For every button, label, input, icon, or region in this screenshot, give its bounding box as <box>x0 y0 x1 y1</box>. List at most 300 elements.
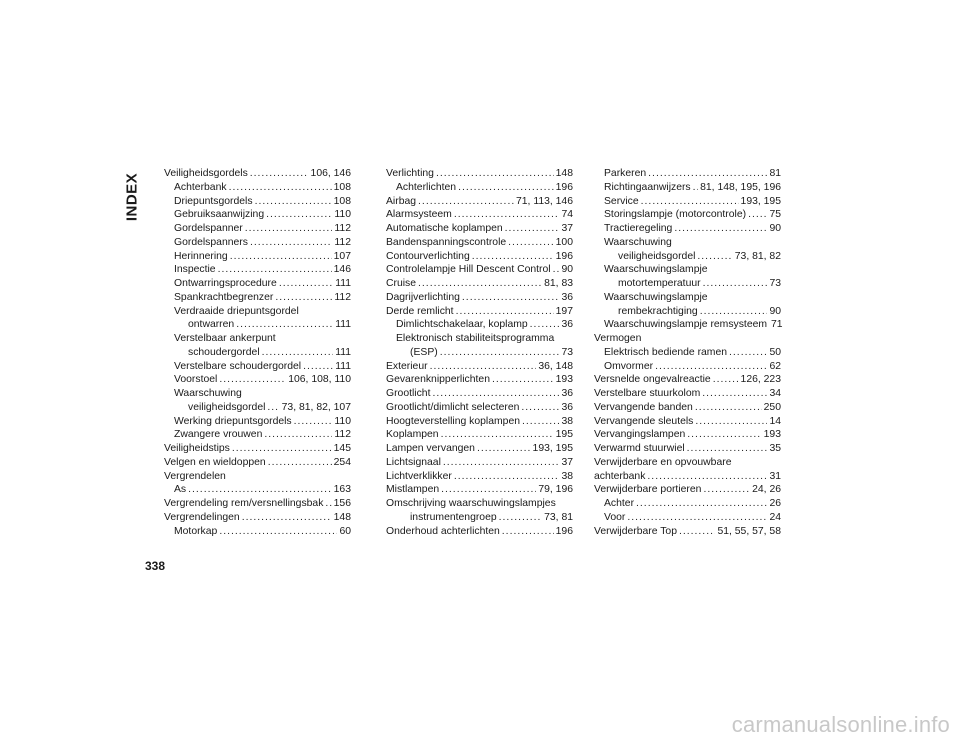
index-entry-leader-dots <box>255 195 332 209</box>
index-entry-leader-dots <box>700 305 768 319</box>
index-entry <box>164 497 351 511</box>
page-number: 338 <box>145 559 166 573</box>
index-entry-term: Elektrisch bediende ramen <box>604 346 728 358</box>
index-entry-leader-dots <box>703 483 750 497</box>
index-entry-term: Service <box>604 195 639 207</box>
index-entry-term: Automatische koplampen <box>386 223 503 234</box>
index-entry <box>164 208 351 222</box>
index-entry-pages: 31 <box>769 470 781 482</box>
index-entry-pages: 106, 146 <box>310 168 351 179</box>
index-entry-leader-dots <box>647 470 767 484</box>
index-entry <box>164 318 351 332</box>
index-entry-term: Dimlichtschakelaar, koplamp <box>396 319 528 331</box>
index-entry <box>164 167 351 181</box>
index-entry <box>594 360 781 374</box>
index-entry <box>164 525 351 539</box>
index-column-3 <box>594 167 781 538</box>
index-entry <box>594 442 781 456</box>
index-entry <box>164 387 351 401</box>
index-entry-pages: 60 <box>339 525 351 537</box>
index-entry <box>386 305 573 319</box>
index-entry-leader-dots <box>430 360 537 374</box>
index-entry-term: Driepuntsgordels <box>174 195 253 207</box>
index-entry-term: ontwarren <box>188 319 235 331</box>
index-entry-leader-dots <box>508 236 553 250</box>
index-entry-pages: 73, 81 <box>544 511 573 523</box>
index-entry-leader-dots <box>502 525 554 539</box>
index-entry-pages: 34 <box>769 388 781 399</box>
index-entry-term: Gevarenknipperlichten <box>386 374 490 386</box>
index-entry-pages: 111 <box>335 278 351 289</box>
index-entry-leader-dots <box>275 291 332 305</box>
index-entry <box>386 401 573 415</box>
index-entry-leader-dots <box>418 277 542 291</box>
index-entry-pages: 145 <box>333 443 351 454</box>
index-entry-pages: 37 <box>561 223 573 234</box>
index-entry-term: motortemperatuur <box>618 278 701 289</box>
index-entry-term: Versnelde ongevalreactie <box>594 374 711 386</box>
index-column-1 <box>164 167 351 538</box>
index-entry-pages: 26 <box>769 498 781 509</box>
index-entry-term: Tractieregeling <box>604 223 673 234</box>
index-entry-term: schoudergordel <box>188 346 260 358</box>
index-entry-pages: 81 <box>769 168 781 179</box>
index-entry-term: Inspectie <box>174 264 216 276</box>
index-entry-leader-dots <box>674 222 767 236</box>
index-entry-term: Verwijderbare en opvouwbare <box>594 456 732 468</box>
index-entry-pages: 108 <box>333 195 351 207</box>
index-entry-pages: 38 <box>561 470 573 482</box>
index-entry-pages: 51, 55, 57, 58 <box>717 525 781 537</box>
index-entry <box>386 415 573 429</box>
index-entry <box>594 332 781 346</box>
index-entry-pages: 196 <box>555 250 573 262</box>
index-entry <box>164 236 351 250</box>
index-entry-pages: 193, 195 <box>740 195 781 207</box>
index-entry-term: Werking driepuntsgordels <box>174 415 292 427</box>
index-entry-leader-dots <box>693 181 698 195</box>
index-entry-leader-dots <box>418 195 514 209</box>
index-entry <box>594 181 781 195</box>
index-entry-term: Vergrendelingen <box>164 511 240 523</box>
index-entry-term: Grootlicht/dimlicht selecteren <box>386 401 520 413</box>
index-side-title-text: INDEX <box>123 172 141 222</box>
index-entry-leader-dots <box>655 360 767 374</box>
index-entry-pages: 81, 83 <box>544 278 573 289</box>
index-entry-term: Waarschuwingslampje <box>604 264 708 276</box>
index-entry <box>386 456 573 470</box>
index-entry <box>386 525 573 539</box>
index-entry-term: Airbag <box>386 195 417 207</box>
index-entry <box>594 483 781 497</box>
index-entry <box>386 442 573 456</box>
index-entry-term: Spankrachtbegrenzer <box>174 291 274 303</box>
index-entry-leader-dots <box>695 401 762 415</box>
index-entry-pages: 197 <box>555 305 573 317</box>
index-entry-pages: 36 <box>561 319 573 331</box>
index-entry <box>164 415 351 429</box>
index-entry-pages: 196 <box>555 525 573 537</box>
index-entry <box>594 525 781 539</box>
index-entry <box>386 208 573 222</box>
index-entry <box>386 250 573 264</box>
index-entry-pages: 74 <box>561 209 573 221</box>
index-entry-leader-dots <box>229 181 332 195</box>
index-entry-leader-dots <box>279 277 333 291</box>
index-entry-pages: 36 <box>561 388 573 399</box>
index-entry-term: Zwangere vrouwen <box>174 429 263 441</box>
index-entry <box>386 373 573 387</box>
index-entry-pages: 90 <box>561 264 573 276</box>
index-entry-pages: 24, 26 <box>752 484 781 496</box>
index-entry-leader-dots <box>695 415 767 429</box>
index-entry-pages: 90 <box>769 305 781 317</box>
index-entry-pages: 75 <box>769 209 781 221</box>
index-entry-term: Motorkap <box>174 525 218 537</box>
index-entry-pages: 163 <box>333 484 351 496</box>
index-entry-leader-dots <box>245 222 333 236</box>
index-entry-leader-dots <box>250 167 309 181</box>
index-entry-leader-dots <box>553 263 560 277</box>
index-entry-term: Derde remlicht <box>386 305 454 317</box>
index-entry-leader-dots <box>703 277 768 291</box>
index-entry-term: Vervangende sleutels <box>594 415 694 427</box>
index-entry-leader-dots <box>458 181 554 195</box>
index-entry-term: veiligheidsgordel <box>188 401 266 413</box>
index-entry <box>386 360 573 374</box>
index-entry-term: Grootlicht <box>386 388 431 399</box>
index-entry-leader-dots <box>713 373 739 387</box>
index-entry-pages: 36 <box>561 291 573 303</box>
index-entry-term: Storingslampje (motorcontrole) <box>604 209 747 221</box>
index-entry-leader-dots <box>454 208 560 222</box>
index-entry <box>594 387 781 401</box>
index-entry-pages: 193 <box>763 429 781 441</box>
index-entry-term: Lampen vervangen <box>386 443 475 454</box>
index-entry-term: Waarschuwingslampje remsysteem <box>604 319 768 331</box>
index-entry <box>386 511 573 525</box>
index-entry <box>594 222 781 236</box>
index-entry-leader-dots <box>236 318 333 332</box>
index-entry-pages: 79, 196 <box>538 484 573 496</box>
index-entry-leader-dots <box>250 236 332 250</box>
index-entry <box>594 373 781 387</box>
index-entry-term: Lichtsignaal <box>386 456 441 468</box>
index-entry-leader-dots <box>441 428 554 442</box>
index-entry <box>594 305 781 319</box>
index-entry-term: Controlelampje Hill Descent Control <box>386 264 551 276</box>
index-entry-term: Koplampen <box>386 429 439 441</box>
index-entry-leader-dots <box>522 415 559 429</box>
index-entry-term: Elektronisch stabiliteitsprogramma <box>396 333 555 344</box>
index-entry-term: Velgen en wieldoppen <box>164 456 266 468</box>
index-entry-pages: 71, 113, 146 <box>515 195 573 207</box>
index-entry-pages: 73 <box>561 346 573 358</box>
index-entry-term: Vervangingslampen <box>594 429 686 441</box>
index-entry-term: Verdraaide driepuntsgordel <box>174 305 299 317</box>
index-entry-term: Vergrendelen <box>164 470 226 482</box>
index-entry-pages: 50 <box>769 346 781 358</box>
index-entry-leader-dots <box>454 470 560 484</box>
index-entry <box>594 263 781 277</box>
index-entry-term: Herinnering <box>174 250 228 262</box>
index-entry-pages: 111 <box>335 346 351 358</box>
index-entry <box>164 456 351 470</box>
index-entry-term: Gebruiksaanwijzing <box>174 209 265 221</box>
index-entry-term: achterbank <box>594 470 646 482</box>
index-entry <box>164 181 351 195</box>
index-entry-term: Vergrendeling rem/versnellingsbak <box>164 498 324 509</box>
index-entry <box>386 181 573 195</box>
index-entry-term: Verstelbare stuurkolom <box>594 388 701 399</box>
index-entry <box>594 236 781 250</box>
index-entry-leader-dots <box>230 250 332 264</box>
index-entry-term: Waarschuwingslampje <box>604 291 708 303</box>
index-entry <box>594 497 781 511</box>
watermark: carmanualsonline.info <box>731 712 950 737</box>
index-entry-leader-dots <box>242 511 332 525</box>
index-entry-leader-dots <box>648 167 767 181</box>
index-entry-pages: 62 <box>769 360 781 372</box>
index-entry <box>386 195 573 209</box>
index-entry-leader-dots <box>440 346 560 360</box>
index-entry-leader-dots <box>441 483 536 497</box>
index-entry-term: veiligheidsgordel <box>618 250 696 262</box>
index-entry <box>386 470 573 484</box>
index-entry <box>164 277 351 291</box>
index-entry-pages: 112 <box>334 291 351 303</box>
index-entry-pages: 24 <box>769 511 781 523</box>
index-entry <box>386 277 573 291</box>
index-entry-pages: 193, 195 <box>532 443 573 454</box>
index-entry-leader-dots <box>443 456 560 470</box>
index-entry-pages: 148 <box>333 511 351 523</box>
index-side-title <box>120 167 144 227</box>
index-entry-term: Verstelbaar ankerpunt <box>174 333 276 344</box>
index-entry <box>594 401 781 415</box>
index-entry-pages: 108 <box>333 181 351 193</box>
index-entry-term: Gordelspanner <box>174 223 243 234</box>
index-entry <box>164 305 351 319</box>
index-entry-pages: 112 <box>334 223 351 234</box>
index-entry <box>164 263 351 277</box>
index-entry-leader-dots <box>294 415 333 429</box>
index-entry-leader-dots <box>530 318 560 332</box>
index-entry-leader-dots <box>268 456 332 470</box>
index-entry-pages: 81, 148, 195, 196 <box>700 181 781 193</box>
index-entry-term: Vermogen <box>594 333 642 344</box>
index-entry-pages: 37 <box>561 456 573 468</box>
index-column-2 <box>386 167 573 538</box>
index-entry <box>386 222 573 236</box>
index-entry-leader-dots <box>627 511 767 525</box>
index-entry-term: Richtingaanwijzers <box>604 181 691 193</box>
index-entry-leader-dots <box>499 511 542 525</box>
index-entry-term: Lichtverklikker <box>386 470 452 482</box>
index-entry-term: Verwijderbare portieren <box>594 484 702 496</box>
index-entry-term: Omvormer <box>604 360 654 372</box>
index-entry <box>386 483 573 497</box>
index-entry <box>164 442 351 456</box>
index-entry-leader-dots <box>436 167 554 181</box>
index-entry <box>594 195 781 209</box>
index-entry-leader-dots <box>219 373 286 387</box>
index-entry <box>386 291 573 305</box>
index-entry-term: Verwarmd stuurwiel <box>594 443 685 454</box>
index-entry-leader-dots <box>687 428 761 442</box>
index-entry-pages: 100 <box>555 236 573 248</box>
index-entry-pages: 36, 148 <box>538 360 573 372</box>
index-entry-pages: 35 <box>769 443 781 454</box>
index-entry-leader-dots <box>472 250 554 264</box>
index-entry <box>164 428 351 442</box>
index-entry-leader-dots <box>219 525 337 539</box>
index-entry <box>594 318 781 332</box>
index-entry-leader-dots <box>462 291 560 305</box>
index-entry <box>164 222 351 236</box>
index-entry <box>594 511 781 525</box>
index-entry-leader-dots <box>505 222 560 236</box>
index-entry-leader-dots <box>702 387 767 401</box>
index-entry-leader-dots <box>521 401 559 415</box>
index-entry-term: Bandenspanningscontrole <box>386 236 507 248</box>
index-entry-pages: 36 <box>561 401 573 413</box>
index-entry-term: Achter <box>604 498 635 509</box>
index-entry <box>164 483 351 497</box>
index-entry-leader-dots <box>697 250 732 264</box>
index-entry-pages: 148 <box>555 168 573 179</box>
index-entry-term: Veiligheidstips <box>164 443 230 454</box>
index-entry-leader-dots <box>729 346 767 360</box>
index-entry-term: Dagrijverlichting <box>386 291 460 303</box>
index-entry-term: Voorstoel <box>174 374 218 386</box>
index-entry-pages: 250 <box>763 401 781 413</box>
index-entry <box>594 250 781 264</box>
index-entry-term: Gordelspanners <box>174 236 248 248</box>
index-entry-term: Voor <box>604 511 626 523</box>
index-entry-term: Hoogteverstelling koplampen <box>386 415 521 427</box>
index-entry <box>594 456 781 470</box>
index-entry-term: instrumentengroep <box>410 511 497 523</box>
index-entry <box>386 428 573 442</box>
index-entry-term: As <box>174 484 187 496</box>
index-entry <box>164 346 351 360</box>
index-entry-pages: 73, 81, 82, 107 <box>281 401 351 413</box>
index-entry-leader-dots <box>477 442 531 456</box>
index-entry <box>594 470 781 484</box>
index-entry <box>164 401 351 415</box>
index-entry-leader-dots <box>232 442 332 456</box>
index-entry-pages: 73, 81, 82 <box>734 250 781 262</box>
index-entry-leader-dots <box>456 305 554 319</box>
index-entry-pages: 193 <box>555 374 573 386</box>
index-entry-leader-dots <box>679 525 715 539</box>
index-entry-term: Omschrijving waarschuwingslampjes <box>386 498 556 509</box>
index-entry-term: Verstelbare schoudergordel <box>174 360 302 372</box>
index-entry-term: Mistlampen <box>386 484 440 496</box>
index-entry <box>164 470 351 484</box>
index-entry-term: rembekrachtiging <box>618 305 698 317</box>
index-entry-pages: 126, 223 <box>740 374 781 386</box>
index-entry-term: Onderhoud achterlichten <box>386 525 500 537</box>
index-entry-term: Exterieur <box>386 360 428 372</box>
index-entry <box>594 277 781 291</box>
index-entry <box>164 332 351 346</box>
index-entry <box>164 373 351 387</box>
index-entry-pages: 254 <box>333 456 351 468</box>
index-entry-pages: 14 <box>769 415 781 427</box>
index-entry-term: Ontwarringsprocedure <box>174 278 277 289</box>
index-entry <box>594 415 781 429</box>
index-entry-leader-dots <box>267 401 279 415</box>
index-entry-term: Vervangende banden <box>594 401 693 413</box>
index-entry-pages: 156 <box>333 498 351 509</box>
index-entry-leader-dots <box>492 373 554 387</box>
index-entry-leader-dots <box>641 195 739 209</box>
index-entry-pages: 90 <box>769 223 781 234</box>
index-entry-pages: 111 <box>335 319 351 331</box>
index-entry-pages: 111 <box>335 360 351 372</box>
index-entry <box>164 250 351 264</box>
index-entry-term: Verlichting <box>386 168 434 179</box>
index-entry-term: Alarmsysteem <box>386 209 452 221</box>
index-entry-leader-dots <box>264 428 332 442</box>
index-entry-pages: 38 <box>561 415 573 427</box>
index-entry-leader-dots <box>748 208 767 222</box>
index-entry <box>594 208 781 222</box>
index-entry <box>386 346 573 360</box>
index-entry <box>594 167 781 181</box>
index-entry-leader-dots <box>262 346 334 360</box>
index-entry <box>164 291 351 305</box>
index-entry-pages: 146 <box>333 264 351 276</box>
index-entry-leader-dots <box>188 483 332 497</box>
index-entry <box>386 332 573 346</box>
index-entry <box>594 346 781 360</box>
index-entry-pages: 112 <box>334 429 351 441</box>
index-entry <box>386 263 573 277</box>
index-entry-pages: 195 <box>555 429 573 441</box>
index-entry-pages: 106, 108, 110 <box>288 374 351 386</box>
index-entry <box>164 511 351 525</box>
index-entry-term: Waarschuwing <box>174 388 242 399</box>
index-entry-pages: 110 <box>334 415 351 427</box>
index-entry <box>594 291 781 305</box>
index-entry-term: Waarschuwing <box>604 236 672 248</box>
index-entry <box>386 167 573 181</box>
index-entry-leader-dots <box>636 497 767 511</box>
index-entry-pages: 196 <box>555 181 573 193</box>
index-entry <box>164 360 351 374</box>
index-entry-leader-dots <box>218 263 332 277</box>
index-entry-term: Achterbank <box>174 181 227 193</box>
index-entry-term: (ESP) <box>410 346 438 358</box>
index-entry <box>386 387 573 401</box>
index-entry-term: Contourverlichting <box>386 250 470 262</box>
index-entry-pages: 71 <box>771 319 783 331</box>
index-entry-leader-dots <box>266 208 332 222</box>
index-entry <box>164 195 351 209</box>
index-entry-pages: 107 <box>333 250 351 262</box>
index-entry-leader-dots <box>432 387 559 401</box>
index-entry-term: Verwijderbare Top <box>594 525 677 537</box>
index-entry-term: Cruise <box>386 278 417 289</box>
index-entry-leader-dots <box>303 360 333 374</box>
index-entry <box>386 497 573 511</box>
index-entry-pages: 73 <box>769 278 781 289</box>
index-entry <box>386 236 573 250</box>
index-entry-term: Parkeren <box>604 168 647 179</box>
